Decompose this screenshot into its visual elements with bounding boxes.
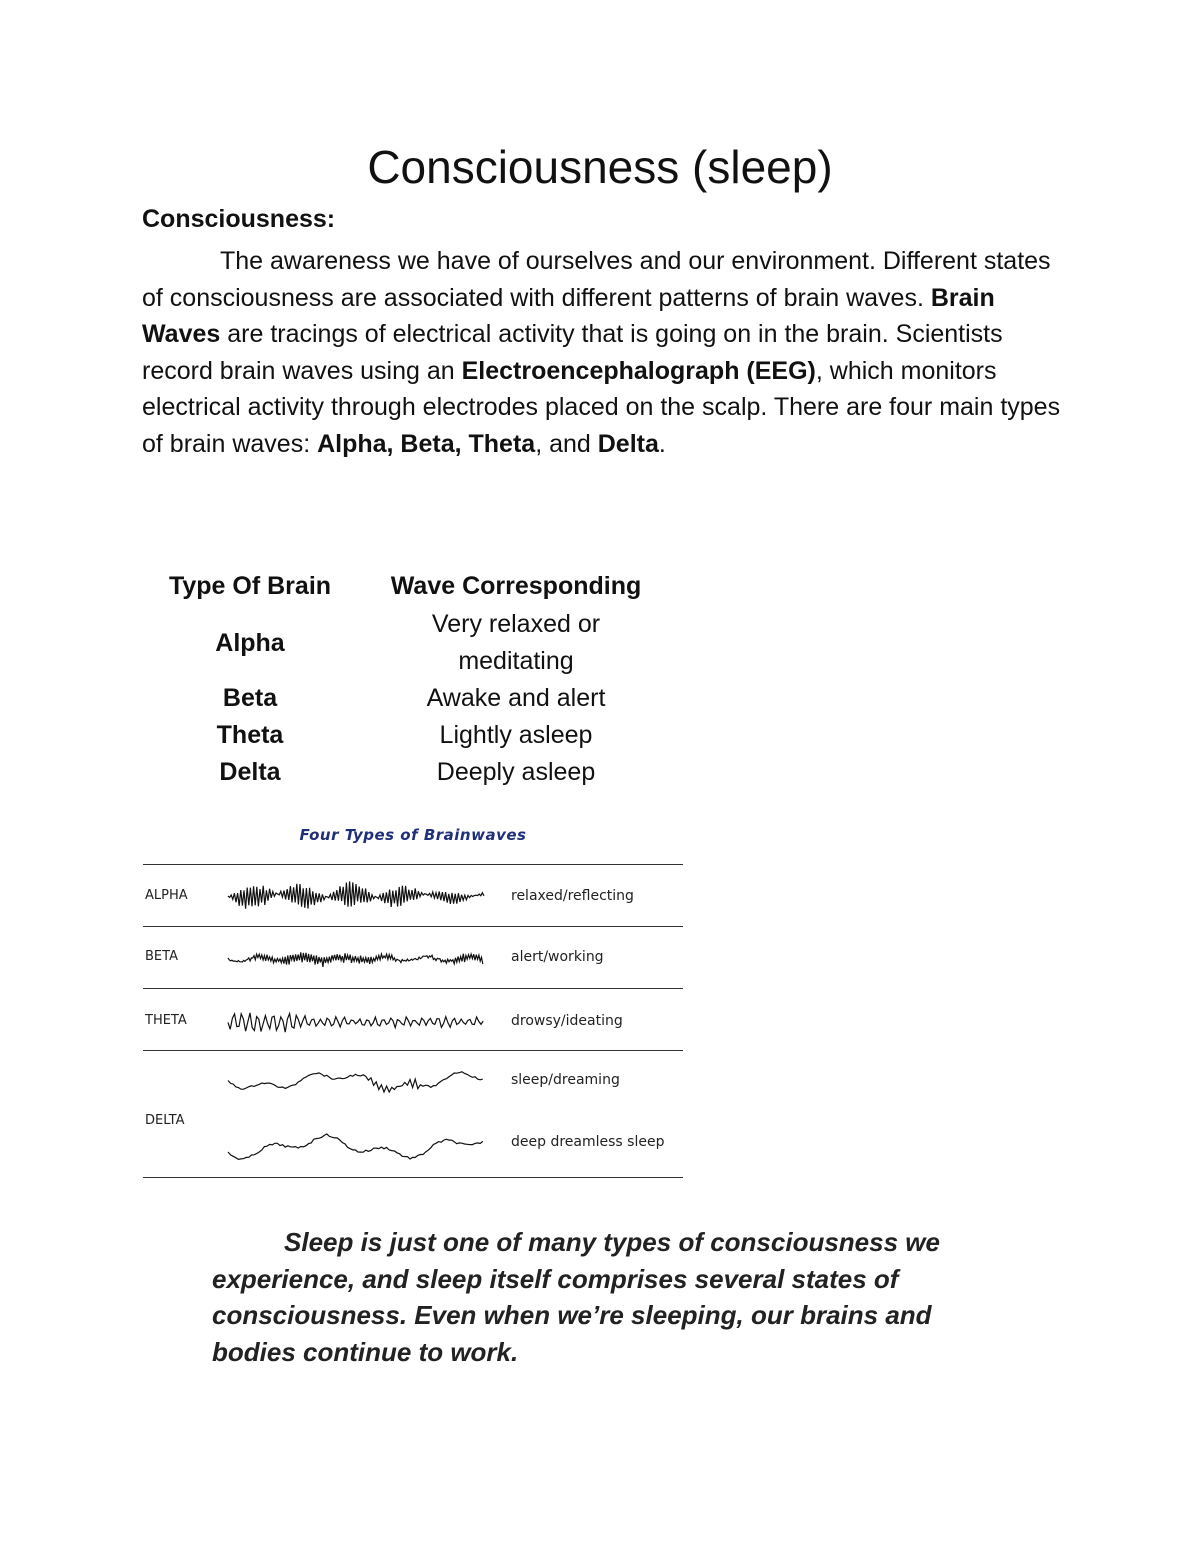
table-row [140, 680, 672, 717]
wave-label-beta: BETA [145, 949, 178, 964]
wave-desc-theta: drowsy/ideating [511, 1013, 623, 1029]
term-eeg: Electroencephalograph (EEG) [461, 356, 816, 385]
table-row [140, 606, 672, 680]
brain-wave-table [140, 566, 672, 791]
delta-deep-wave-trace [228, 1124, 488, 1170]
term-delta: Delta [597, 429, 659, 458]
intro-text-8: . [658, 429, 666, 458]
table-cell-type: Theta [216, 721, 284, 749]
brainwave-figure [143, 820, 683, 1180]
table-header-state: Wave Corresponding [390, 571, 642, 600]
figure-divider [143, 1177, 683, 1178]
wave-path [228, 881, 484, 908]
table-header-type: Type Of Brain [168, 571, 332, 600]
wave-desc-delta-sleep: sleep/dreaming [511, 1072, 620, 1088]
table-header-row [140, 566, 672, 606]
intro-paragraph [142, 243, 1072, 463]
beta-wave-trace [228, 936, 488, 982]
table-row [140, 754, 672, 791]
table-cell-state: Deeply asleep [436, 758, 596, 786]
wave-path [228, 952, 483, 967]
wave-desc-alpha: relaxed/reflecting [511, 888, 634, 904]
intro-text-6: , and [535, 429, 598, 458]
intro-text-4: , which monitors electrical activity through electrodes placed on the scalp. There are four main types of brain waves: [142, 356, 1061, 458]
section-heading: Consciousness: [142, 205, 336, 233]
wave-label-alpha: ALPHA [145, 888, 188, 903]
table-cell-state: Lightly asleep [439, 721, 593, 749]
table-cell-type: Delta [219, 758, 281, 786]
table-cell-type: Alpha [215, 628, 285, 657]
alpha-wave-trace [228, 873, 488, 919]
figure-divider [143, 1050, 683, 1051]
figure-title: Four Types of Brainwaves [299, 826, 527, 844]
closing-text: Sleep is just one of many types of consciousness we experience, and sleep itself comprises several states of consciousness. Even when we’re sleeping, our brains and bodies continue to work. [212, 1227, 940, 1367]
table-cell-state: Awake and alert [426, 684, 606, 712]
wave-desc-delta-deep: deep dreamless sleep [511, 1134, 665, 1150]
wave-label-theta: THETA [145, 1013, 187, 1028]
figure-divider [143, 864, 683, 865]
term-brain-waves: Brain Waves [142, 283, 995, 349]
delta-sleep-wave-trace [228, 1058, 488, 1104]
intro-text-2: are tracings of electrical activity that is going on in the brain. Scientists record brain waves using an [142, 320, 1003, 385]
table-row [140, 717, 672, 754]
closing-paragraph [212, 1224, 1002, 1370]
table-cell-state [360, 606, 672, 680]
figure-divider [143, 988, 683, 989]
wave-path [228, 1072, 483, 1092]
wave-label-delta: DELTA [145, 1113, 185, 1128]
table-cell-type: Beta [222, 684, 278, 712]
page-title: Consciousness (sleep) [367, 141, 833, 193]
theta-wave-trace [228, 999, 488, 1045]
intro-text-0: The awareness we have of ourselves and our environment. Different states of consciousness are associated with different patterns of brain waves. [142, 247, 1051, 312]
wave-path [228, 1013, 483, 1032]
wave-path [228, 1134, 483, 1159]
term-alpha-beta-theta: Alpha, Beta, Theta [317, 429, 536, 458]
wave-desc-beta: alert/working [511, 949, 604, 965]
state-alpha: Very relaxed or meditating [431, 610, 601, 675]
figure-divider [143, 926, 683, 927]
